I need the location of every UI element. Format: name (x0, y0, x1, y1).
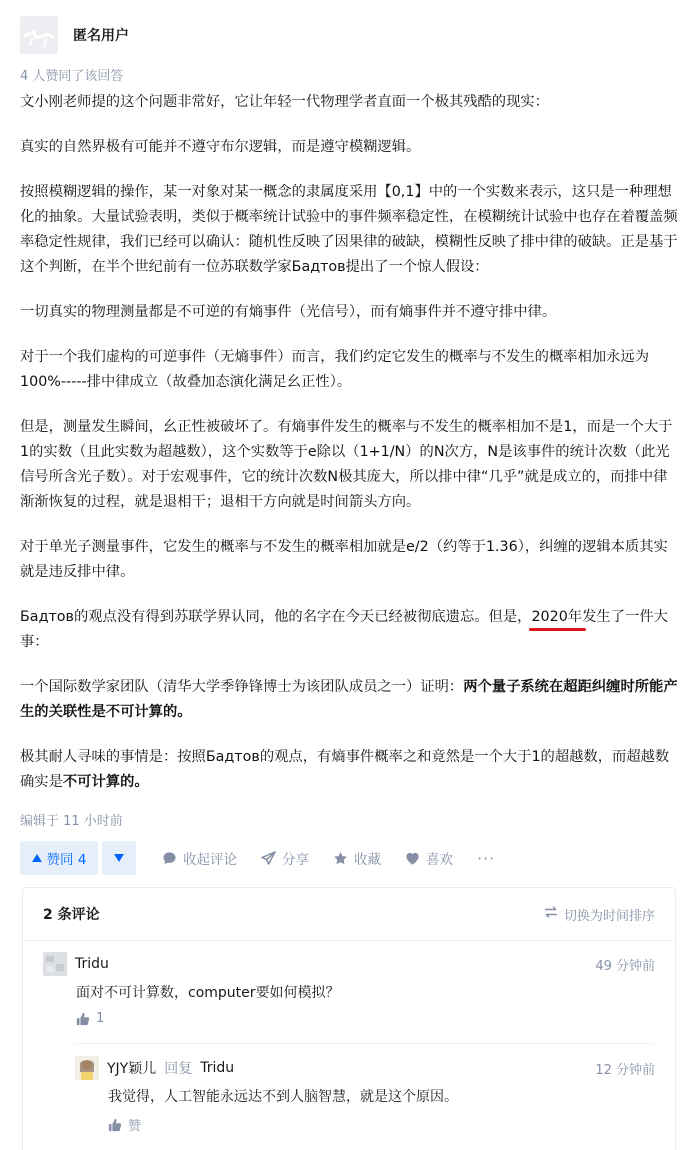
paragraph: 一切真实的物理测量都是不可逆的有熵事件（光信号），而有熵事件并不遵守排中律。 (20, 304, 557, 320)
paragraph: 真实的自然界极有可能并不遵守布尔逻辑，而是遵守模糊逻辑。 (20, 139, 421, 155)
answer-author (20, 16, 129, 54)
answer-content (20, 90, 680, 815)
upvote-label: 赞同 4 (46, 852, 87, 868)
commenter-name[interactable]: YJY颖儿 (107, 1061, 157, 1077)
paragraph: 对于单光子测量事件，它发生的概率与不发生的概率相加就是e/2（约等于1.36），纠缠的逻辑本质其实就是违反排中律。 (20, 539, 668, 580)
comment-like-button[interactable] (108, 1115, 655, 1134)
comments-panel (22, 887, 676, 1150)
reply-label: 回复 (164, 1061, 193, 1077)
text: 极其耐人寻味的事情是：按照Бадтов的观点，有熵事件概率之和竟然是一个大于1的超越数，而超越数确实是 (20, 749, 670, 790)
action-bar (20, 841, 495, 875)
paragraph (20, 745, 680, 795)
favorite-label: 收藏 (354, 852, 381, 868)
paragraph (20, 675, 680, 725)
comment-like-button[interactable] (76, 1011, 655, 1026)
edited-time[interactable]: 编辑于 11 小时前 (20, 814, 123, 829)
thumbs-up-icon (76, 1012, 90, 1026)
text: Бадтов的观点没有得到苏联学界认同，他的名字在今天已经被彻底遗忘。但是， (20, 609, 532, 625)
bold-text: 两个量子系统在超距纠缠时所能产生的关联性是不可计算的。 (20, 679, 678, 720)
paragraph: 按照模糊逻辑的操作，某一对象对某一概念的隶属度采用【0,1】中的一个实数来表示，这只是一种理想化的抽象。大量试验表明，类似于概率统计试验中的事件频率稳定性，在模糊统计试验中也存在着覆盖频率稳定性规律，我们已经可以确认：随机性反映了因果律的破缺，模糊性反映了排中律的破缺。正是基于这个判断，在半个世纪前有一位苏联数学家Бадтов提出了一个惊人假设： (20, 184, 678, 275)
like-label: 喜欢 (426, 852, 453, 868)
comment-text: 我觉得，人工智能永远达不到人脑智慧，就是这个原因。 (108, 1089, 458, 1105)
swap-arrows-icon (544, 906, 558, 922)
comment-meta (43, 952, 655, 976)
sort-toggle-button[interactable] (544, 905, 655, 924)
like-button[interactable] (405, 848, 453, 868)
favorite-button[interactable] (333, 848, 381, 868)
commenter-name[interactable]: Tridu (75, 956, 109, 972)
author-avatar[interactable] (20, 16, 58, 54)
paragraph (20, 605, 680, 655)
comment-item (43, 952, 655, 1026)
heart-icon (405, 851, 420, 866)
comment-time: 49 分钟前 (595, 958, 655, 974)
comments-header (23, 888, 675, 941)
sort-label: 切换为时间排序 (563, 908, 655, 924)
share-label: 分享 (282, 852, 309, 868)
share-button[interactable] (261, 848, 309, 868)
more-options-button[interactable]: ··· (477, 848, 496, 868)
comment-count: 2 条评论 (43, 907, 100, 923)
paper-plane-icon (261, 851, 276, 866)
comment-time: 12 分钟前 (595, 1062, 655, 1078)
upvote-triangle-icon (32, 854, 42, 862)
comment-like-label: 赞 (128, 1119, 142, 1134)
paragraph: 文小刚老师提的这个问题非常好，它让年轻一代物理学者直面一个极其残酷的现实： (20, 94, 549, 110)
comment-divider (75, 1043, 655, 1044)
reply-target-name[interactable]: Tridu (200, 1060, 235, 1076)
upvote-summary: 4 人赞同了该回答 (20, 69, 124, 84)
comment-bubble-icon (162, 851, 177, 866)
bold-text: 不可计算的。 (62, 774, 149, 790)
downvote-triangle-icon (114, 854, 124, 862)
upvote-button[interactable] (20, 841, 98, 875)
collapse-comments-label: 收起评论 (183, 852, 237, 868)
downvote-button[interactable] (102, 841, 136, 875)
star-icon (333, 851, 348, 866)
paragraph: 但是，测量发生瞬间，幺正性被破坏了。有熵事件发生的概率与不发生的概率相加不是1，而是一个大于1的实数（且此实数为超越数），这个实数等于e除以（1+1/N）的N次方，N是该事件的统计次数（此光信号所含光子数）。对于宏观事件，它的统计次数N极其庞大，所以排中律“几乎”就是成立的，而排中律渐渐恢复的过程，就是退相干；退相干方向就是时间箭头方向。 (20, 419, 673, 510)
commenter-avatar[interactable] (43, 952, 67, 976)
text: 一个国际数学家团队（清华大学季铮锋博士为该团队成员之一）证明： (20, 679, 464, 695)
comment-text: 面对不可计算数，computer要如何模拟？ (76, 985, 340, 1001)
comment-like-count: 1 (96, 1011, 105, 1026)
comment-meta (75, 1056, 655, 1080)
collapse-comments-button[interactable] (162, 848, 237, 868)
comment-reply-item (75, 1056, 655, 1134)
commenter-avatar[interactable] (75, 1056, 99, 1080)
paragraph: 对于一个我们虚构的可逆事件（无熵事件）而言，我们约定它发生的概率与不发生的概率相加永远为100%-----排中律成立（故叠加态演化满足幺正性）。 (20, 349, 650, 390)
text: 发生了一件大事： (20, 609, 668, 650)
thumbs-up-icon (108, 1118, 122, 1132)
author-name[interactable]: 匿名用户 (73, 28, 129, 44)
highlighted-year: 2020年 (531, 609, 583, 625)
